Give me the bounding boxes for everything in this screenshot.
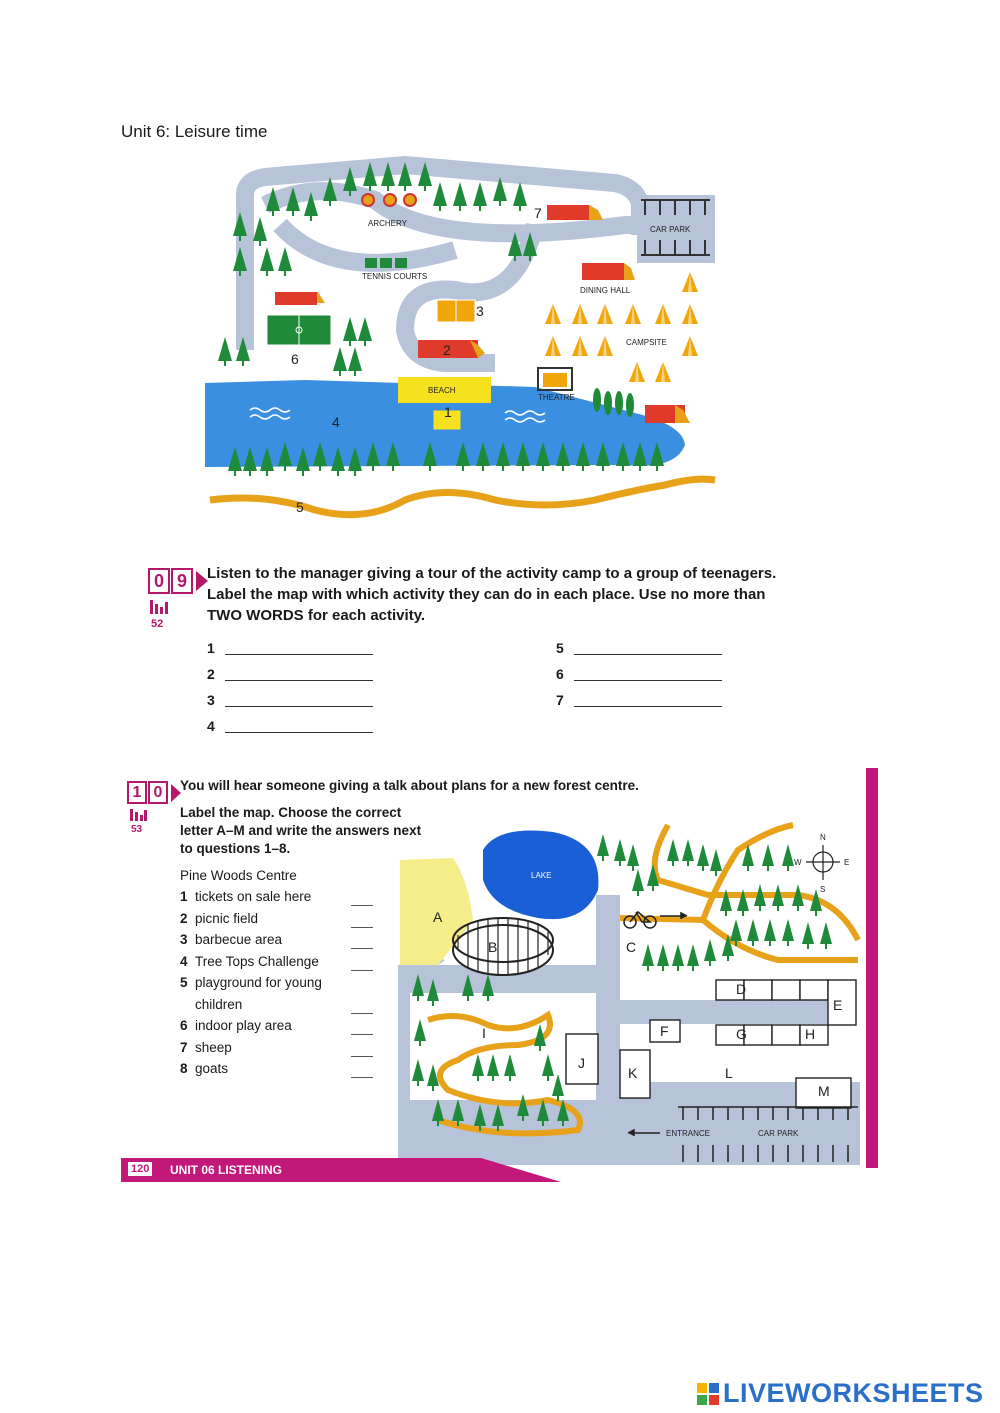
- answers-left: 1 2 3 4: [207, 635, 373, 739]
- exercise-09-instructions: Listen to the manager giving a tour of the activity camp to a group of teenagers. Label the map with which activity they can do in each place. Use no more than TWO WORDS for each activity.: [207, 565, 777, 624]
- exercise-10-instructions: Label the map. Choose the correct letter A–M and write the answers next to questions 1–8.: [180, 805, 422, 856]
- label-car-park: CAR PARK: [758, 1129, 799, 1138]
- answer-blank[interactable]: [351, 932, 373, 949]
- label-lake: LAKE: [531, 871, 552, 880]
- exercise-10-badge: 1 0: [127, 781, 181, 804]
- label-car-park: CAR PARK: [650, 225, 691, 234]
- label-dining-hall: DINING HALL: [580, 286, 631, 295]
- watermark-text: LIVEWORKSHEETS: [723, 1378, 984, 1408]
- compass-icon: [806, 845, 840, 880]
- map-num-5: 5: [296, 499, 304, 515]
- question-list: [180, 889, 373, 1083]
- map-num-7: 7: [534, 205, 542, 221]
- label-beach: BEACH: [428, 386, 456, 395]
- question-item: 6 indoor play area: [180, 1018, 373, 1040]
- map-letter-f: F: [660, 1023, 669, 1039]
- answer-blank[interactable]: [225, 668, 373, 681]
- question-item: 7 sheep: [180, 1040, 373, 1062]
- map-letter-k: K: [628, 1065, 638, 1081]
- map-letter-b: B: [488, 939, 498, 955]
- exercise-10-intro: You will hear someone giving a talk about plans for a new forest centre.: [180, 778, 639, 793]
- map-letter-d: D: [736, 981, 747, 997]
- track-number: 52: [151, 618, 164, 630]
- label-tennis: TENNIS COURTS: [362, 272, 428, 281]
- answer-blank[interactable]: [574, 694, 722, 707]
- page-number: 120: [128, 1162, 152, 1176]
- liveworksheets-logo: [697, 1378, 984, 1409]
- answer-blank[interactable]: [225, 694, 373, 707]
- answer-blank[interactable]: [574, 642, 722, 655]
- activity-camp-map: [205, 155, 725, 535]
- side-band: [866, 768, 878, 1168]
- map-letter-m: M: [818, 1083, 830, 1099]
- map-letter-j: J: [578, 1055, 585, 1071]
- map-letter-a: A: [433, 909, 443, 925]
- answer-blank[interactable]: [351, 1061, 373, 1078]
- liveworksheets-icon: [697, 1383, 719, 1405]
- map-letter-g: G: [736, 1026, 747, 1042]
- question-item: 2 picnic field: [180, 911, 373, 933]
- footer-text: UNIT 06 LISTENING: [170, 1163, 283, 1177]
- answer-blank[interactable]: [351, 1040, 373, 1057]
- map-letter-c: C: [626, 939, 637, 955]
- label-theatre: THEATRE: [538, 393, 575, 402]
- question-item: 1 tickets on sale here: [180, 889, 373, 911]
- map-num-3: 3: [476, 303, 484, 319]
- question-item: 5 playground for young: [180, 975, 322, 990]
- exercise-09-badge: 0 9: [148, 568, 208, 594]
- question-item: children: [180, 997, 373, 1019]
- answers-right: 5 6 7: [556, 635, 722, 713]
- map-letter-l: L: [725, 1065, 733, 1081]
- compass-s: S: [820, 885, 826, 894]
- question-item: 8 goats: [180, 1061, 373, 1083]
- label-archery: ARCHERY: [368, 219, 407, 228]
- answer-blank[interactable]: [351, 911, 373, 928]
- map-num-1: 1: [444, 404, 452, 420]
- track-number: 53: [131, 824, 143, 835]
- compass-e: E: [844, 858, 850, 867]
- map-num-4: 4: [332, 414, 340, 430]
- answer-blank[interactable]: [351, 1018, 373, 1035]
- map-num-2: 2: [443, 342, 451, 358]
- label-entrance: ENTRANCE: [666, 1129, 711, 1138]
- question-item: 3 barbecue area: [180, 932, 373, 954]
- answer-blank[interactable]: [351, 997, 373, 1014]
- label-campsite: CAMPSITE: [626, 338, 667, 347]
- compass-n: N: [820, 833, 826, 842]
- answer-blank[interactable]: [574, 668, 722, 681]
- compass-w: W: [794, 858, 802, 867]
- answer-blank[interactable]: [225, 720, 373, 733]
- forest-centre-map: [398, 820, 863, 1165]
- unit-title: Unit 6: Leisure time: [121, 122, 268, 141]
- list-title: Pine Woods Centre: [180, 868, 297, 883]
- answer-blank[interactable]: [225, 642, 373, 655]
- answer-blank[interactable]: [351, 954, 373, 971]
- map-letter-e: E: [833, 997, 843, 1013]
- answer-blank[interactable]: [351, 889, 373, 906]
- question-item: 4 Tree Tops Challenge: [180, 954, 373, 976]
- map-num-6: 6: [291, 351, 299, 367]
- map-letter-h: H: [805, 1026, 816, 1042]
- map-letter-i: I: [482, 1025, 486, 1041]
